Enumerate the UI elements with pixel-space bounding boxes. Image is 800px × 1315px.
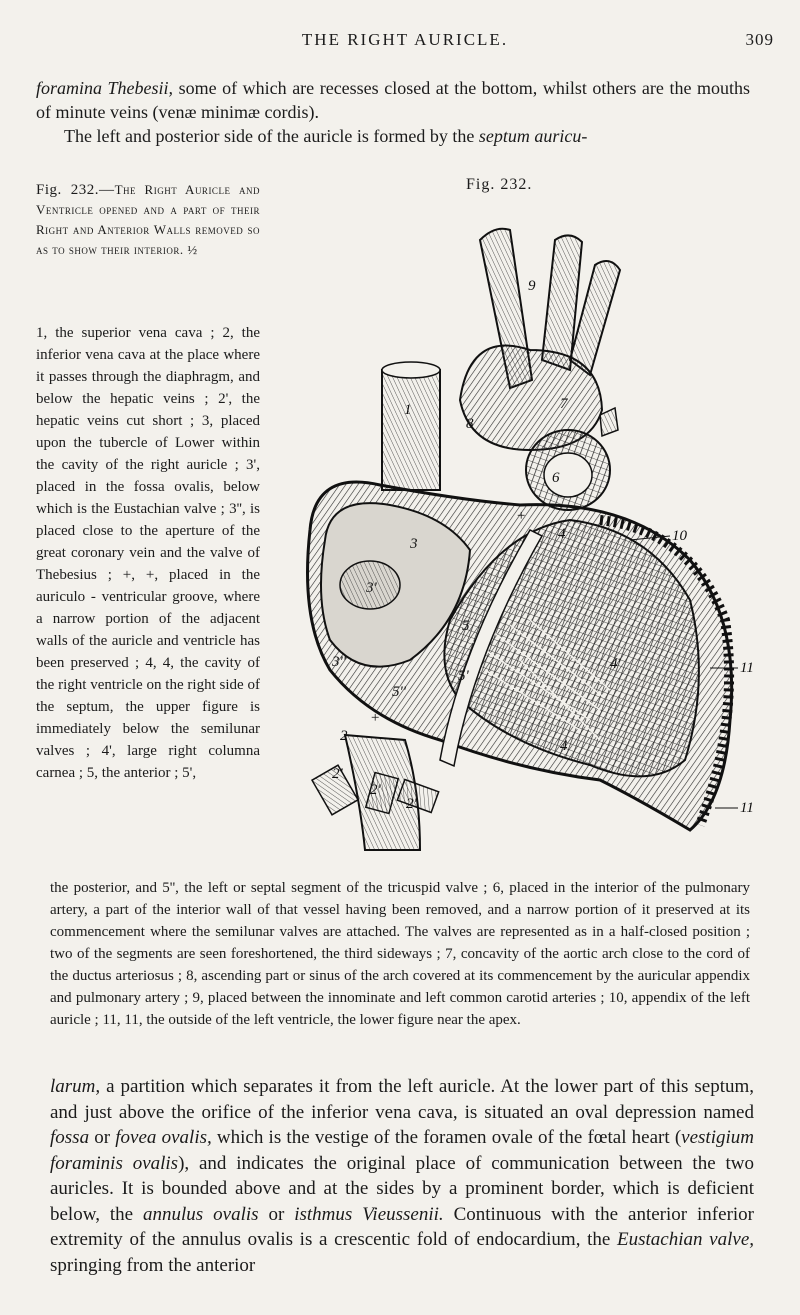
paragraph-text: The left and posterior side of the auricle is formed by the — [64, 126, 479, 146]
label-7: 7 — [560, 396, 568, 412]
heart-illustration — [270, 200, 770, 860]
figure-heading: Fig. 232. — [466, 176, 533, 193]
heart-engraving — [270, 200, 770, 860]
italic-term: Eustachian valve, — [617, 1229, 755, 1250]
figure-caption-heading — [36, 180, 260, 260]
label-5-prime: 5' — [458, 668, 469, 684]
label-11-lower: 11 — [740, 800, 754, 816]
figure-caption-body: 1, the superior vena cava ; 2, the inferior vena cava at the place where it passes through the diaphragm, and below the hepatic veins ; 2', the hepatic veins cut short ; 3, placed upon the tubercle of Lower within the cavity of the right auricle ; 3', placed in the fossa ovalis, below which is the Eustachian valve ; 3'', is placed close to the aperture of the great coronary vein and the valve of Thebesius ; +, +, placed in the auriculo - ventricular groove, where a narrow portion of the adjacent walls of the auricle and ventricle has been preserved ; 4, 4, the cavity of the right ventricle on the right side of the septum, the upper figure is immediately below the semilunar valves ; 4', large right columna carnea ; 5, the anterior ; 5', — [36, 325, 260, 781]
italic-term: fossa — [50, 1127, 90, 1148]
label-4-prime: 4' — [610, 656, 621, 672]
superior-vena-cava — [382, 370, 440, 490]
italic-term: fovea ovalis, — [115, 1127, 212, 1148]
label-6: 6 — [552, 470, 560, 486]
paragraph-text: or — [89, 1127, 116, 1148]
label-2: 2 — [340, 728, 348, 744]
svc-opening — [382, 362, 440, 378]
paragraph-2 — [36, 124, 750, 148]
running-head — [36, 30, 774, 56]
label-4-lower: 4 — [560, 738, 568, 754]
paragraph-text: ), and indicates the original place of communication between the two auricles. It is bounded above and at the sides by a prominent border, which is deficient below, the — [50, 1152, 754, 1225]
page-number: 309 — [745, 30, 774, 49]
label-5-double-prime: 5'' — [392, 684, 406, 700]
label-4-upper: 4 — [558, 526, 566, 542]
italic-term: annulus ovalis — [143, 1203, 259, 1225]
top-paragraphs — [36, 76, 750, 148]
paragraph-text: some of which are recesses closed at the bottom, whilst others are the mouths of minute veins (venæ minimæ cordis). — [36, 78, 750, 122]
running-title: THE RIGHT AURICLE. — [301, 30, 509, 49]
paragraph-1 — [36, 76, 750, 124]
label-2-prime-a: 2' — [332, 766, 343, 782]
label-2-prime-c: 2' — [406, 796, 417, 812]
ductus-cord — [600, 408, 618, 436]
label-11-upper: 11 — [740, 660, 754, 676]
caption-fig-number: Fig. 232.— — [36, 182, 115, 198]
label-plus-upper: + — [516, 508, 527, 524]
label-3-prime: 3' — [366, 580, 377, 596]
label-3: 3 — [410, 536, 418, 552]
paragraph-text: or — [258, 1203, 295, 1225]
paragraph-text: Continuous with the anterior inferior extremity of the annulus ovalis is a crescentic fold of endocardium, the — [50, 1203, 754, 1250]
label-plus-lower: + — [370, 710, 381, 726]
label-10: 10 — [672, 528, 687, 544]
label-9: 9 — [528, 278, 536, 294]
label-2-prime-b: 2' — [370, 782, 381, 798]
italic-term: foramina Thebesii, — [36, 78, 174, 98]
label-5: 5 — [462, 618, 470, 634]
italic-term: larum, — [50, 1076, 101, 1097]
label-1: 1 — [404, 402, 412, 418]
caption-title: The Right Auricle and Ventricle opened and a part of their Right and Anterior Walls removed so as to show their interior. — [36, 182, 260, 257]
figure-caption-continuation: the posterior, and 5'', the left or septal segment of the tricuspid valve ; 6, placed in the interior of the pulmonary artery, a part of the interior wall of that vessel having been removed, and a narrow portion of it preserved at its commencement where the semilunar valves are attached. The valves are represented as in a half-closed position ; two of the segments are seen foreshortened, the third sideways ; 7, concavity of the aortic arch close to the cord of the ductus arteriosus ; 8, ascending part or sinus of the arch covered at its commencement by the auricular appendix and pulmonary artery ; 9, placed between the innominate and left common carotid arteries ; 10, appendix of the left auricle ; 11, 11, the outside of the left ventricle, the lower figure near the apex. — [50, 880, 750, 1028]
label-3-double-prime: 3'' — [332, 654, 346, 670]
label-8: 8 — [466, 416, 474, 432]
caption-scale: ½ — [187, 242, 198, 257]
paragraph-3 — [50, 1074, 754, 1278]
italic-term: septum auricu- — [478, 126, 588, 146]
paragraph-text: which is the vestige of the foramen ovale of the fœtal heart ( — [211, 1127, 682, 1148]
paragraph-text: springing from the anterior — [50, 1254, 256, 1276]
italic-term: vestigium foraminis ovalis — [50, 1127, 754, 1174]
bottom-paragraph — [50, 1074, 754, 1278]
italic-term: isthmus Vieussenii. — [294, 1203, 444, 1225]
paragraph-text: a partition which separates it from the left auricle. At the lower part of this septum, and just above the orifice of the inferior vena cava, is situated an oval depression named — [50, 1076, 754, 1123]
